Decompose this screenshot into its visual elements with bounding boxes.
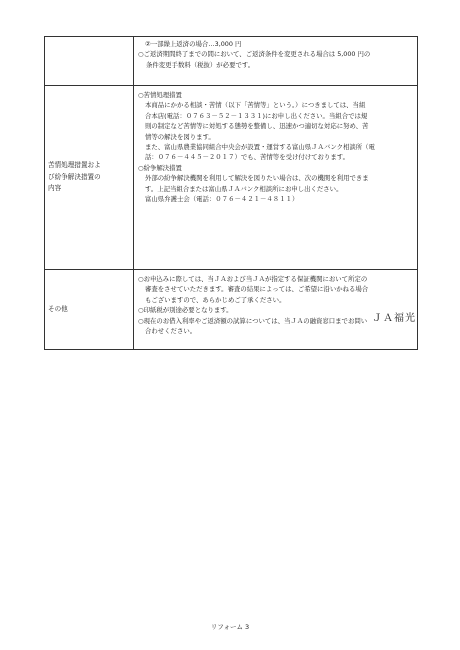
complaint-label-line-2: び紛争解決措置の	[48, 172, 101, 181]
condition-change-fee-text: ○ご返済期間終了までの間において、ご返済条件を変更される場合は 5,000 円の	[138, 50, 371, 59]
partial-prepayment-fee-text: ②一部繰上返済の場合…3,000 円	[145, 40, 242, 48]
complaint-handling-row	[45, 86, 418, 270]
inquiry-text-line: ○現在のお借入利率やご返済額の試算については、当ＪＡの融資窓口までお問い	[138, 316, 368, 325]
complaint-text-line: 則の制定など苦情等に対処する態勢を整備し、迅速かつ適切な対応に努め、苦	[145, 122, 369, 131]
complaint-label-line-3: 内容	[48, 184, 62, 193]
dispute-heading: ○紛争解決措置	[138, 163, 182, 172]
other-row	[45, 270, 418, 350]
screening-text-line: 審査をさせていただきます。審査の結果によっては、ご希望に沿いかねる場合	[145, 285, 369, 294]
dispute-text-line: す。上記当組合または富山県ＪＡバンク相談所にお申し出ください。	[145, 184, 343, 193]
bar-association-contact: 富山県弁護士会（電話：０７６－４２１－４８１１）	[145, 195, 299, 204]
stamp-duty-text: ○印紙税が別途必要となります。	[138, 306, 233, 315]
organization-name: ＪＡ福光	[372, 313, 416, 324]
dispute-text-line: 外部の紛争解決機関を利用して解決を図りたい場合は、次の機関を利用できま	[145, 174, 369, 183]
screening-text-line: ○お申込みに際しては、当ＪＡおよび当ＪＡが指定する保証機関において所定の	[138, 275, 368, 283]
inquiry-text-line: 合わせください。	[145, 327, 197, 336]
complaint-content-cell	[134, 86, 418, 270]
condition-change-fee-text-cont: 条件変更手数料（税抜）が必要です。	[146, 60, 255, 69]
fee-label-cell	[45, 37, 134, 86]
complaint-text-line: 合本店(電話：０７６３－５２－１３３１)にお申し出ください。当組合では規	[145, 111, 368, 120]
page-footer: リフォーム 3	[210, 623, 250, 631]
complaint-label-line-1: 苦情処理措置およ	[48, 161, 101, 170]
complaint-text-line: 話：０７６－４４５－２０１７）でも、苦情等を受け付けております。	[145, 153, 349, 162]
complaint-label-cell	[45, 86, 134, 270]
complaint-text-line: 本商品にかかる相談・苦情（以下「苦情等」という。）につきましては、当組	[145, 101, 366, 110]
screening-text-line: もございますので、あらかじめご了承ください。	[145, 295, 286, 304]
fee-content-cell	[134, 37, 418, 86]
complaint-text-line: 情等の解決を図ります。	[145, 132, 215, 141]
fee-continuation-row	[45, 37, 418, 86]
complaint-text-line: また、富山県農業協同組合中央会が設置・運営する富山県ＪＡバンク相談所（電	[145, 143, 375, 152]
complaint-heading: ○苦情処理措置	[138, 91, 182, 99]
other-label-cell: その他	[45, 270, 134, 350]
product-terms-table	[44, 36, 418, 350]
